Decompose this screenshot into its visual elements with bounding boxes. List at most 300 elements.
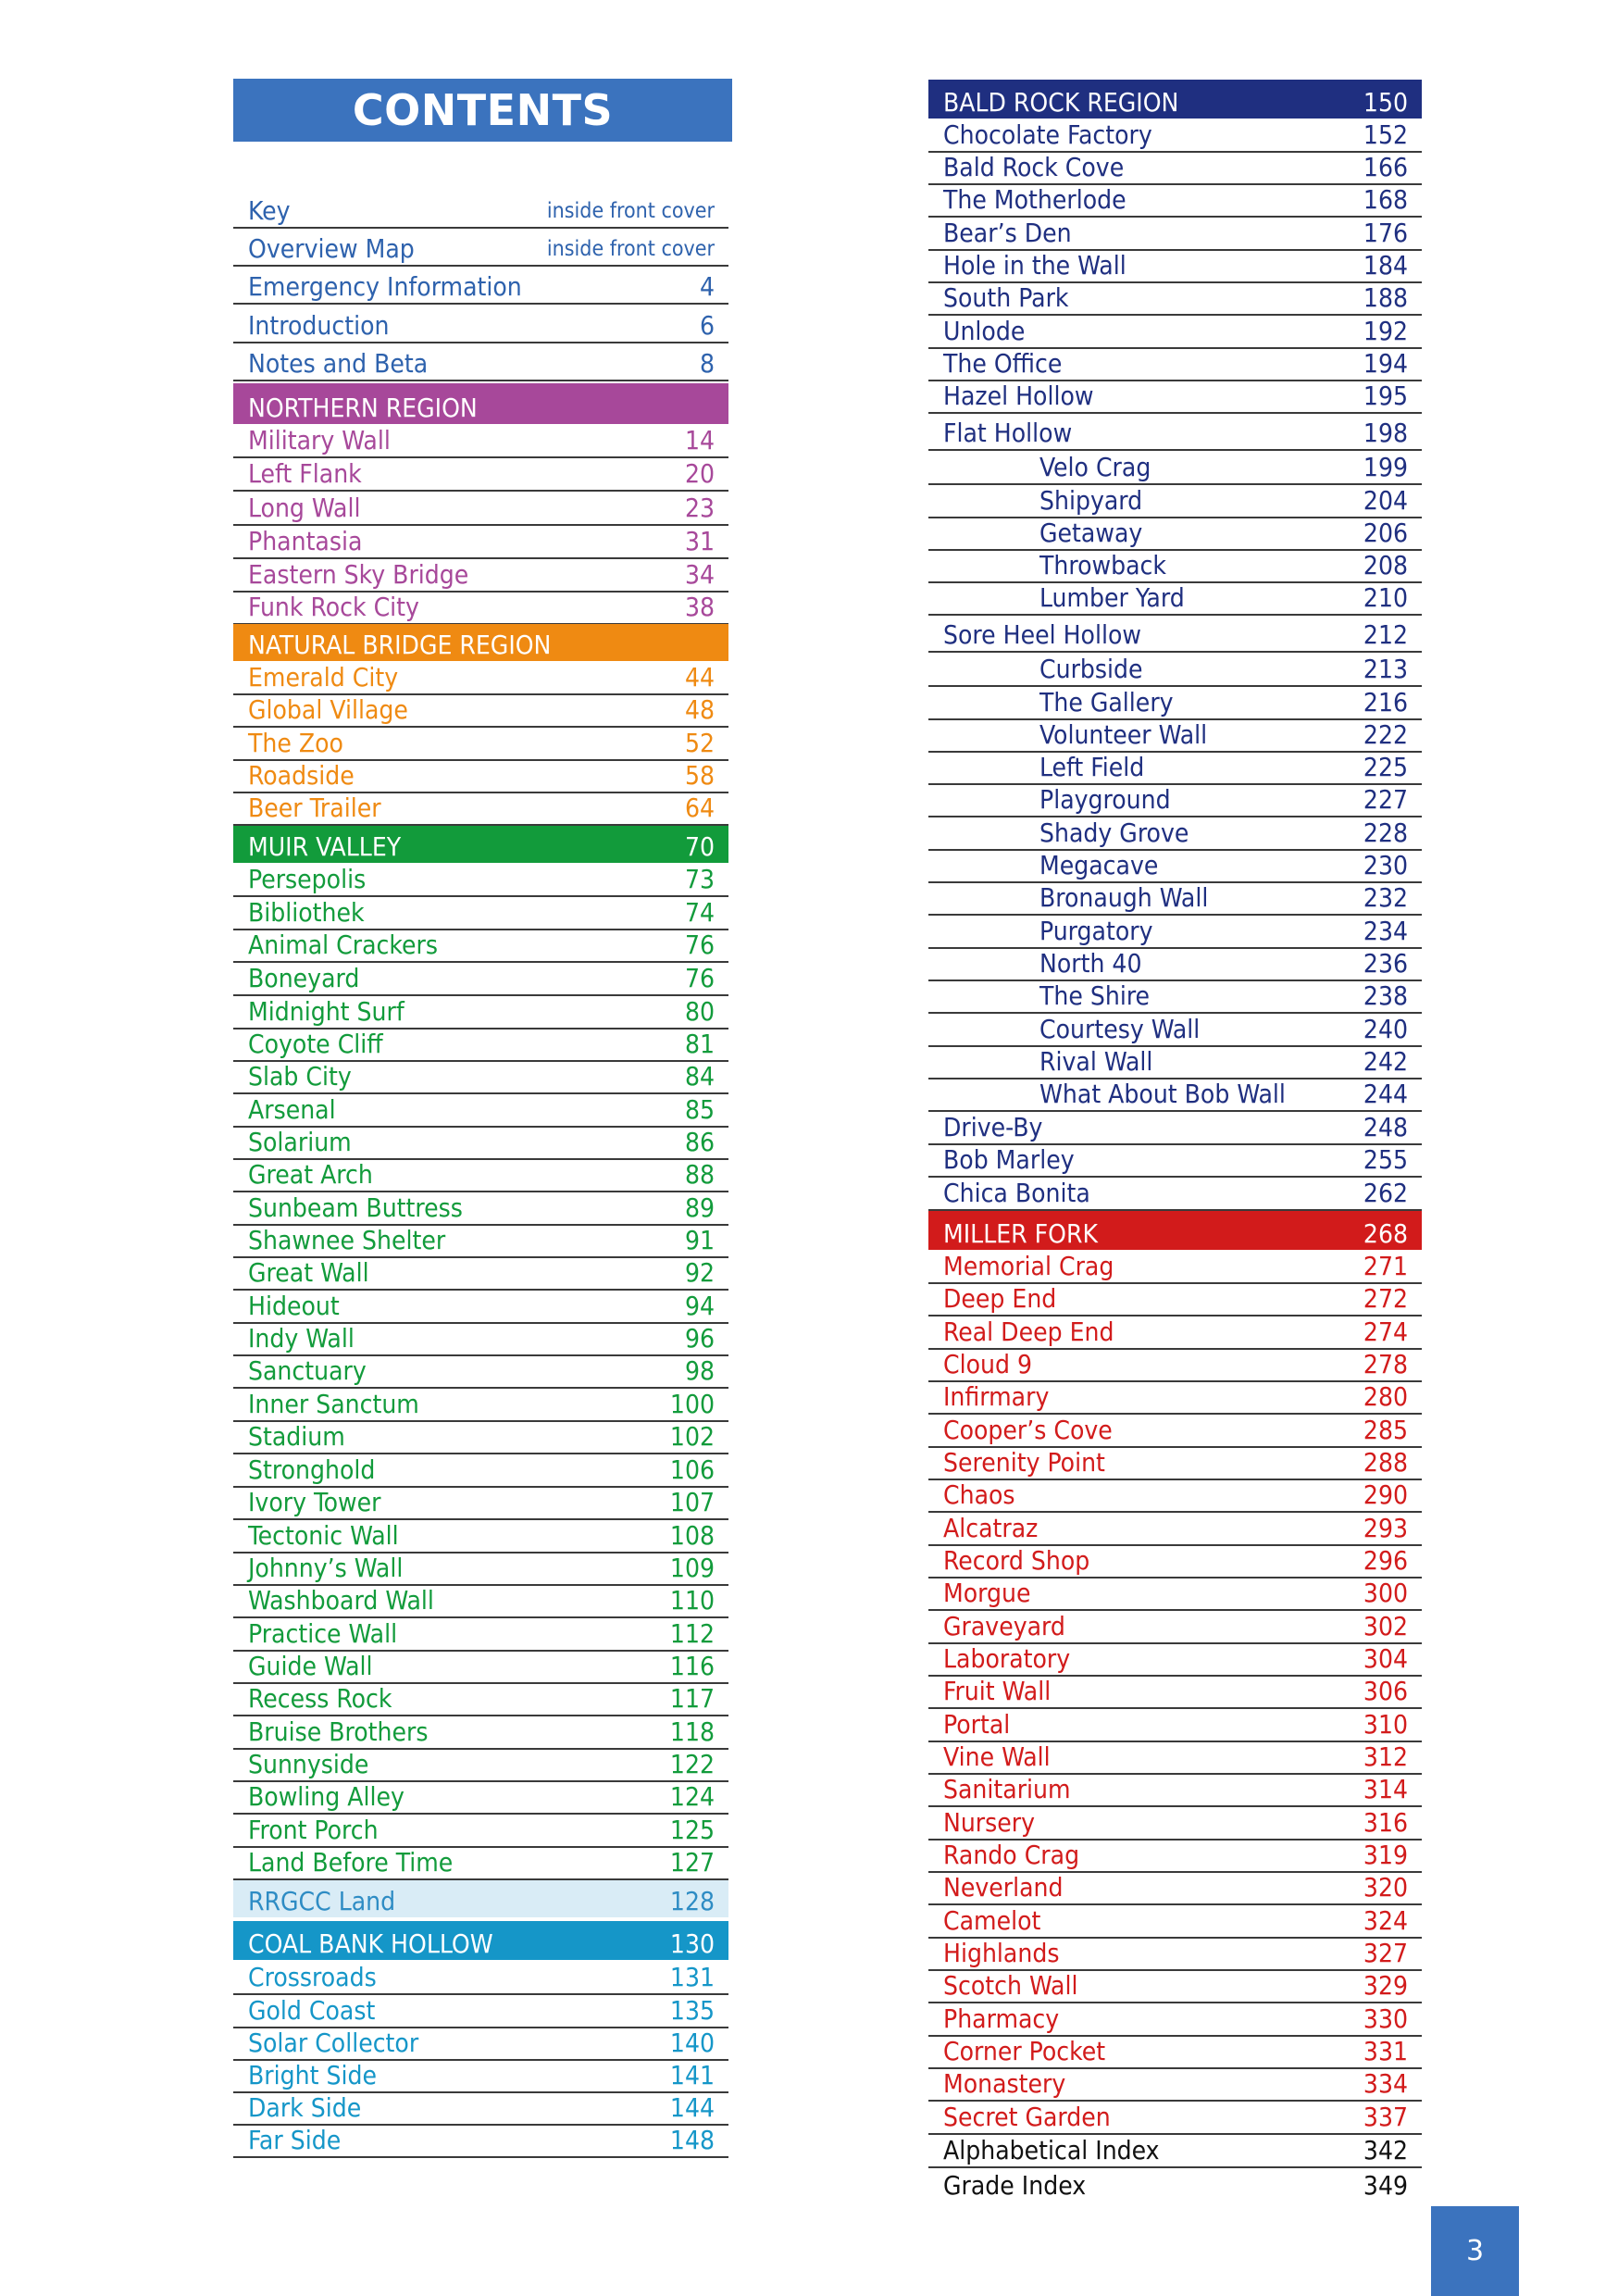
toc-entry-record-shop[interactable] [928, 1546, 1422, 1578]
toc-entry-label: Animal Crackers [248, 930, 438, 960]
toc-entry-nursery[interactable] [928, 1807, 1422, 1841]
toc-entry-the-gallery[interactable] [928, 687, 1422, 720]
toc-entry-label: Inner Sanctum [248, 1389, 419, 1419]
toc-entry-label: Serenity Point [943, 1447, 1105, 1478]
toc-entry-label: Drive-By [943, 1112, 1043, 1142]
toc-entry-sore-heel-hollow[interactable] [928, 616, 1422, 653]
toc-entry-hole-in-the-wall[interactable] [928, 251, 1422, 283]
toc-entry-page: 8 [699, 348, 715, 379]
section-header-natural-bridge-region[interactable] [233, 624, 728, 661]
toc-entry-page: 216 [1363, 687, 1408, 718]
toc-entry-page: 34 [684, 559, 715, 590]
toc-entry-page: 125 [669, 1815, 715, 1845]
toc-entry-label: Hideout [248, 1291, 340, 1321]
toc-entry-page: 76 [684, 963, 715, 993]
toc-entry-label: Graveyard [943, 1611, 1065, 1641]
toc-entry-long-wall[interactable] [233, 492, 728, 526]
toc-entry-label: Far Side [248, 2125, 342, 2155]
toc-entry-washboard-wall[interactable] [233, 1586, 728, 1618]
toc-entry-page: 52 [684, 728, 715, 758]
toc-entry-crossroads[interactable] [233, 1962, 728, 1995]
toc-entry-label: Cooper’s Cove [943, 1415, 1113, 1445]
toc-entry-monastery[interactable] [928, 2069, 1422, 2102]
toc-entry-label: Cloud 9 [943, 1349, 1032, 1379]
toc-entry-page: 240 [1363, 1014, 1408, 1044]
toc-entry-neverland[interactable] [928, 1873, 1422, 1905]
toc-entry-label: Great Arch [248, 1159, 373, 1190]
toc-entry-label: Notes and Beta [248, 348, 429, 379]
toc-entry-page: 227 [1363, 784, 1408, 815]
section-header-bald-rock-region[interactable] [928, 80, 1422, 119]
toc-entry-page: 206 [1363, 518, 1408, 548]
toc-entry-label: Infirmary [943, 1381, 1050, 1412]
toc-entry-label: BALD ROCK REGION [943, 87, 1179, 118]
toc-entry-far-side[interactable] [233, 2126, 728, 2158]
toc-entry-label: Highlands [943, 1938, 1060, 1968]
toc-entry-label: Dark Side [248, 2092, 362, 2123]
toc-entry-label: Velo Crag [1039, 452, 1151, 482]
toc-entry-page: inside front cover [546, 199, 715, 223]
toc-entry-page: 272 [1363, 1283, 1408, 1314]
toc-entry-highlands[interactable] [928, 1939, 1422, 1971]
toc-entry-page: 176 [1363, 218, 1408, 248]
toc-entry-sanctuary[interactable] [233, 1356, 728, 1389]
toc-entry-label: Sanctuary [248, 1355, 367, 1386]
toc-entry-page: 86 [684, 1127, 715, 1157]
toc-entry-page: 80 [684, 996, 715, 1027]
toc-entry-page: 140 [669, 2028, 715, 2058]
toc-entry-page: 331 [1363, 2036, 1408, 2066]
toc-entry-front-porch[interactable] [233, 1815, 728, 1848]
toc-entry-page: 107 [669, 1487, 715, 1517]
toc-entry-page: 314 [1363, 1774, 1408, 1804]
toc-entry-page: 124 [669, 1781, 715, 1812]
toc-entry-drive-by[interactable] [928, 1112, 1422, 1145]
toc-entry-tectonic-wall[interactable] [233, 1520, 728, 1554]
toc-entry-page: 244 [1363, 1079, 1408, 1109]
toc-entry-page: 84 [684, 1061, 715, 1092]
toc-entry-global-village[interactable] [233, 695, 728, 728]
toc-entry-shady-grove[interactable] [928, 817, 1422, 851]
toc-entry-the-shire[interactable] [928, 981, 1422, 1014]
toc-entry-indy-wall[interactable] [233, 1324, 728, 1356]
toc-entry-page: 184 [1363, 250, 1408, 281]
toc-entry-label: Bright Side [248, 2060, 377, 2090]
toc-entry-corner-pocket[interactable] [928, 2037, 1422, 2069]
toc-entry-stadium[interactable] [233, 1422, 728, 1454]
toc-entry-label: MUIR VALLEY [248, 831, 402, 862]
toc-entry-bald-rock-cove[interactable] [928, 153, 1422, 185]
toc-entry-label: Hole in the Wall [943, 250, 1126, 281]
toc-entry-label: Sore Heel Hollow [943, 619, 1141, 650]
toc-entry-page: 208 [1363, 550, 1408, 580]
toc-entry-land-before-time[interactable] [233, 1848, 728, 1880]
toc-entry-key[interactable] [233, 190, 728, 229]
toc-entry-label: Vine Wall [943, 1741, 1051, 1772]
toc-entry-playground[interactable] [928, 785, 1422, 817]
toc-entry-the-office[interactable] [928, 349, 1422, 381]
toc-entry-page: 150 [1363, 87, 1408, 118]
toc-entry-camelot[interactable] [928, 1905, 1422, 1939]
toc-entry-gold-coast[interactable] [233, 1995, 728, 2028]
toc-entry-page: 152 [1363, 119, 1408, 150]
toc-entry-label: Beer Trailer [248, 792, 381, 823]
toc-entry-label: NATURAL BRIDGE REGION [248, 630, 552, 660]
toc-entry-recess-rock[interactable] [233, 1684, 728, 1716]
toc-entry-page: 100 [669, 1389, 715, 1419]
toc-entry-label: Playground [1039, 784, 1171, 815]
toc-entry-phantasia[interactable] [233, 526, 728, 559]
toc-entry-label: Bald Rock Cove [943, 152, 1125, 182]
toc-entry-page: 127 [669, 1847, 715, 1878]
toc-entry-label: MILLER FORK [943, 1218, 1098, 1249]
toc-entry-page: 293 [1363, 1513, 1408, 1543]
toc-entry-label: Great Wall [248, 1257, 369, 1288]
toc-entry-graveyard[interactable] [928, 1611, 1422, 1644]
toc-entry-label: The Zoo [248, 728, 343, 758]
toc-entry-grade-index[interactable] [928, 2168, 1422, 2202]
toc-entry-page: 349 [1363, 2170, 1408, 2201]
toc-entry-page: 304 [1363, 1643, 1408, 1674]
toc-entry-what-about-bob-wall[interactable] [928, 1079, 1422, 1112]
toc-entry-page: 122 [669, 1749, 715, 1779]
toc-entry-label: Nursery [943, 1807, 1036, 1838]
toc-entry-page: 210 [1363, 582, 1408, 613]
toc-entry-page: 234 [1363, 916, 1408, 946]
toc-entry-guide-wall[interactable] [233, 1652, 728, 1684]
toc-entry-page: 238 [1363, 980, 1408, 1011]
toc-entry-coopers-cove[interactable] [928, 1415, 1422, 1448]
toc-entry-page: 92 [684, 1257, 715, 1288]
toc-entry-label: Front Porch [248, 1815, 379, 1845]
toc-entry-page: 222 [1363, 719, 1408, 750]
toc-entry-bruise-brothers[interactable] [233, 1716, 728, 1750]
toc-entry-label: Roadside [248, 760, 355, 791]
toc-entry-left-field[interactable] [928, 753, 1422, 785]
toc-entry-page: 109 [669, 1553, 715, 1583]
toc-entry-ivory-tower[interactable] [233, 1488, 728, 1520]
toc-entry-label: Flat Hollow [943, 418, 1073, 448]
toc-entry-inner-sanctum[interactable] [233, 1389, 728, 1422]
toc-entry-emergency-information[interactable] [233, 267, 728, 305]
toc-entry-label: Tectonic Wall [248, 1520, 399, 1551]
toc-entry-rival-wall[interactable] [928, 1047, 1422, 1079]
toc-entry-alphabetical-index[interactable] [928, 2135, 1422, 2168]
toc-entry-page: 312 [1363, 1741, 1408, 1772]
toc-entry-page: 316 [1363, 1807, 1408, 1838]
toc-entry-label: Stronghold [248, 1454, 376, 1485]
toc-entry-purgatory[interactable] [928, 916, 1422, 949]
toc-entry-page: 128 [669, 1886, 715, 1916]
toc-entry-label: Phantasia [248, 526, 363, 556]
toc-entry-page: 230 [1363, 850, 1408, 880]
toc-entry-label: Coyote Cliff [248, 1029, 383, 1059]
toc-entry-solarium[interactable] [233, 1128, 728, 1160]
toc-entry-label: Volunteer Wall [1039, 719, 1208, 750]
toc-entry-label: Chica Bonita [943, 1178, 1090, 1208]
toc-entry-roadside[interactable] [233, 761, 728, 793]
toc-entry-eastern-sky-bridge[interactable] [233, 559, 728, 593]
toc-entry-page: 262 [1363, 1178, 1408, 1208]
toc-entry-label: North 40 [1039, 948, 1142, 979]
toc-entry-label: Arsenal [248, 1094, 336, 1125]
toc-entry-page: 228 [1363, 817, 1408, 848]
toc-entry-midnight-surf[interactable] [233, 996, 728, 1029]
toc-entry-label: Sunnyside [248, 1749, 369, 1779]
toc-entry-page: 329 [1363, 1970, 1408, 2001]
toc-entry-label: Megacave [1039, 850, 1159, 880]
toc-entry-fruit-wall[interactable] [928, 1677, 1422, 1709]
toc-entry-label: What About Bob Wall [1039, 1079, 1286, 1109]
toc-entry-shawnee-shelter[interactable] [233, 1226, 728, 1258]
toc-entry-page: 274 [1363, 1316, 1408, 1347]
toc-entry-page: 296 [1363, 1545, 1408, 1576]
toc-entry-label: Eastern Sky Bridge [248, 559, 469, 590]
toc-entry-label: Grade Index [943, 2170, 1087, 2201]
toc-entry-chica-bonita[interactable] [928, 1178, 1422, 1211]
toc-entry-label: Corner Pocket [943, 2036, 1106, 2066]
toc-entry-chocolate-factory[interactable] [928, 119, 1422, 153]
section-header-miller-fork[interactable] [928, 1211, 1422, 1250]
toc-entry-persepolis[interactable] [233, 863, 728, 897]
toc-entry-page: 271 [1363, 1251, 1408, 1281]
toc-entry-the-zoo[interactable] [233, 728, 728, 761]
toc-entry-page: 236 [1363, 948, 1408, 979]
toc-entry-left-flank[interactable] [233, 458, 728, 492]
toc-entry-real-deep-end[interactable] [928, 1316, 1422, 1350]
toc-entry-serenity-point[interactable] [928, 1448, 1422, 1480]
toc-entry-page: 110 [669, 1585, 715, 1616]
toc-entry-page: 280 [1363, 1381, 1408, 1412]
toc-entry-label: Real Deep End [943, 1316, 1114, 1347]
toc-entry-bears-den[interactable] [928, 218, 1422, 251]
toc-entry-label: Overview Map [248, 233, 415, 264]
toc-entry-the-motherlode[interactable] [928, 185, 1422, 218]
toc-entry-label: Ivory Tower [248, 1487, 381, 1517]
toc-entry-label: Rando Crag [943, 1840, 1080, 1870]
toc-entry-label: Getaway [1039, 518, 1143, 548]
toc-entry-page: 74 [684, 897, 715, 928]
toc-entry-page: 118 [669, 1716, 715, 1747]
toc-entry-label: Stadium [248, 1421, 345, 1452]
toc-entry-label: Bowling Alley [248, 1781, 404, 1812]
toc-entry-label: Pharmacy [943, 2003, 1060, 2034]
toc-entry-south-park[interactable] [928, 283, 1422, 316]
toc-entry-morgue[interactable] [928, 1578, 1422, 1611]
toc-entry-getaway[interactable] [928, 518, 1422, 551]
toc-entry-page: 342 [1363, 2135, 1408, 2165]
toc-entry-label: Crossroads [248, 1962, 377, 1992]
toc-entry-label: Long Wall [248, 493, 361, 523]
toc-entry-page: 199 [1363, 452, 1408, 482]
section-header-coal-bank-hollow[interactable] [233, 1921, 728, 1960]
toc-entry-beer-trailer[interactable] [233, 793, 728, 826]
toc-entry-label: Rival Wall [1039, 1046, 1153, 1077]
toc-entry-page: 330 [1363, 2003, 1408, 2034]
toc-entry-label: Deep End [943, 1283, 1057, 1314]
toc-entry-emerald-city[interactable] [233, 661, 728, 695]
toc-entry-velo-crag[interactable] [928, 451, 1422, 485]
toc-entry-rrgcc-land[interactable] [233, 1880, 728, 1917]
toc-entry-animal-crackers[interactable] [233, 930, 728, 963]
toc-entry-label: The Motherlode [943, 184, 1126, 215]
toc-entry-label: Washboard Wall [248, 1585, 434, 1616]
toc-entry-military-wall[interactable] [233, 424, 728, 458]
toc-entry-page: 116 [669, 1651, 715, 1681]
toc-entry-page: 242 [1363, 1046, 1408, 1077]
toc-entry-label: Curbside [1039, 654, 1143, 684]
toc-entry-page: 112 [669, 1618, 715, 1649]
toc-entry-pharmacy[interactable] [928, 2003, 1422, 2037]
section-header-muir-valley[interactable] [233, 826, 728, 863]
toc-entry-label: Neverland [943, 1872, 1064, 1903]
toc-entry-page: 327 [1363, 1938, 1408, 1968]
toc-entry-introduction[interactable] [233, 306, 728, 343]
toc-entry-practice-wall[interactable] [233, 1618, 728, 1652]
toc-entry-label: Bob Marley [943, 1144, 1075, 1175]
toc-entry-infirmary[interactable] [928, 1382, 1422, 1415]
toc-entry-page: 278 [1363, 1349, 1408, 1379]
toc-entry-bowling-alley[interactable] [233, 1782, 728, 1815]
toc-entry-label: South Park [943, 282, 1069, 313]
toc-entry-label: Shady Grove [1039, 817, 1189, 848]
toc-entry-label: Sunbeam Buttress [248, 1192, 463, 1223]
toc-entry-page: 334 [1363, 2068, 1408, 2099]
toc-entry-boneyard[interactable] [233, 963, 728, 996]
toc-entry-page: 64 [684, 792, 715, 823]
toc-entry-page: 288 [1363, 1447, 1408, 1478]
toc-entry-page: 268 [1363, 1218, 1408, 1249]
toc-entry-label: Alphabetical Index [943, 2135, 1160, 2165]
contents-title: CONTENTS [233, 79, 732, 142]
toc-entry-funk-rock-city[interactable] [233, 593, 728, 625]
toc-entry-laboratory[interactable] [928, 1644, 1422, 1677]
toc-entry-label: Midnight Surf [248, 996, 404, 1027]
toc-entry-label: Introduction [248, 310, 390, 341]
toc-entry-page: 117 [669, 1683, 715, 1714]
toc-entry-label: Slab City [248, 1061, 352, 1092]
toc-entry-page: 248 [1363, 1112, 1408, 1142]
toc-entry-great-arch[interactable] [233, 1160, 728, 1192]
toc-entry-secret-garden[interactable] [928, 2102, 1422, 2135]
toc-entry-label: The Gallery [1039, 687, 1174, 718]
toc-entry-page: 48 [684, 694, 715, 725]
toc-entry-page: 285 [1363, 1415, 1408, 1445]
toc-entry-page: 81 [684, 1029, 715, 1059]
toc-entry-flat-hollow[interactable] [928, 414, 1422, 451]
toc-entry-page: 135 [669, 1995, 715, 2026]
toc-entry-unlode[interactable] [928, 316, 1422, 349]
toc-entry-dark-side[interactable] [233, 2093, 728, 2126]
toc-entry-label: Alcatraz [943, 1513, 1039, 1543]
toc-entry-courtesy-wall[interactable] [928, 1014, 1422, 1047]
toc-entry-johnnys-wall[interactable] [233, 1554, 728, 1586]
toc-entry-label: The Office [943, 348, 1063, 379]
toc-entry-notes-and-beta[interactable] [233, 343, 728, 381]
toc-entry-rando-crag[interactable] [928, 1841, 1422, 1873]
toc-entry-label: Emerald City [248, 662, 399, 693]
toc-entry-label: Portal [943, 1709, 1011, 1740]
toc-entry-cloud-9[interactable] [928, 1350, 1422, 1382]
toc-entry-label: Johnny’s Wall [248, 1553, 404, 1583]
toc-entry-page: 337 [1363, 2102, 1408, 2132]
toc-entry-page: 85 [684, 1094, 715, 1125]
toc-entry-page: 96 [684, 1323, 715, 1354]
toc-entry-label: Fruit Wall [943, 1676, 1052, 1706]
toc-entry-page: 108 [669, 1520, 715, 1551]
toc-entry-label: Memorial Crag [943, 1251, 1114, 1281]
toc-entry-chaos[interactable] [928, 1480, 1422, 1513]
toc-entry-bibliothek[interactable] [233, 897, 728, 930]
toc-entry-label: Guide Wall [248, 1651, 373, 1681]
toc-entry-great-wall[interactable] [233, 1258, 728, 1291]
toc-entry-label: Camelot [943, 1905, 1041, 1936]
toc-entry-volunteer-wall[interactable] [928, 720, 1422, 753]
toc-entry-slab-city[interactable] [233, 1062, 728, 1094]
toc-entry-page: 168 [1363, 184, 1408, 215]
toc-entry-sunnyside[interactable] [233, 1750, 728, 1782]
toc-entry-label: RRGCC Land [248, 1886, 396, 1916]
toc-entry-deep-end[interactable] [928, 1284, 1422, 1316]
toc-entry-label: Lumber Yard [1039, 582, 1185, 613]
toc-entry-hideout[interactable] [233, 1291, 728, 1324]
toc-entry-page: 130 [669, 1928, 715, 1959]
toc-entry-solar-collector[interactable] [233, 2028, 728, 2061]
toc-entry-portal[interactable] [928, 1709, 1422, 1742]
section-header-northern-region[interactable] [233, 383, 728, 424]
toc-entry-bright-side[interactable] [233, 2061, 728, 2093]
toc-entry-page: 23 [684, 493, 715, 523]
toc-entry-label: Chocolate Factory [943, 119, 1152, 150]
toc-entry-label: COAL BANK HOLLOW [248, 1928, 493, 1959]
toc-entry-vine-wall[interactable] [928, 1742, 1422, 1775]
toc-entry-label: Bibliothek [248, 897, 365, 928]
toc-entry-lumber-yard[interactable] [928, 583, 1422, 616]
toc-entry-label: Chaos [943, 1479, 1015, 1510]
toc-entry-label: Shawnee Shelter [248, 1225, 446, 1255]
toc-entry-hazel-hollow[interactable] [928, 381, 1422, 414]
toc-entry-stronghold[interactable] [233, 1454, 728, 1488]
toc-entry-page: 70 [684, 831, 715, 862]
toc-entry-page: 192 [1363, 316, 1408, 346]
toc-entry-label: Recess Rock [248, 1683, 392, 1714]
toc-entry-page: 166 [1363, 152, 1408, 182]
toc-entry-sunbeam-buttress[interactable] [233, 1192, 728, 1226]
toc-entry-label: The Shire [1039, 980, 1151, 1011]
toc-entry-label: Practice Wall [248, 1618, 398, 1649]
toc-entry-megacave[interactable] [928, 851, 1422, 883]
toc-entry-sanitarium[interactable] [928, 1775, 1422, 1807]
toc-entry-overview-map[interactable] [233, 229, 728, 267]
toc-entry-page: 198 [1363, 418, 1408, 448]
toc-entry-north-40[interactable] [928, 949, 1422, 981]
toc-entry-bronaugh-wall[interactable] [928, 883, 1422, 916]
toc-entry-arsenal[interactable] [233, 1094, 728, 1128]
toc-entry-curbside[interactable] [928, 653, 1422, 687]
toc-entry-alcatraz[interactable] [928, 1513, 1422, 1546]
toc-entry-page: 106 [669, 1454, 715, 1485]
toc-entry-shipyard[interactable] [928, 485, 1422, 518]
toc-entry-page: 310 [1363, 1709, 1408, 1740]
toc-entry-label: Emergency Information [248, 271, 522, 302]
toc-entry-throwback[interactable] [928, 551, 1422, 583]
toc-entry-page: 14 [684, 425, 715, 455]
toc-entry-memorial-crag[interactable] [928, 1250, 1422, 1284]
toc-entry-bob-marley[interactable] [928, 1145, 1422, 1178]
toc-entry-coyote-cliff[interactable] [233, 1029, 728, 1062]
toc-entry-label: Bear’s Den [943, 218, 1072, 248]
toc-entry-scotch-wall[interactable] [928, 1971, 1422, 2003]
